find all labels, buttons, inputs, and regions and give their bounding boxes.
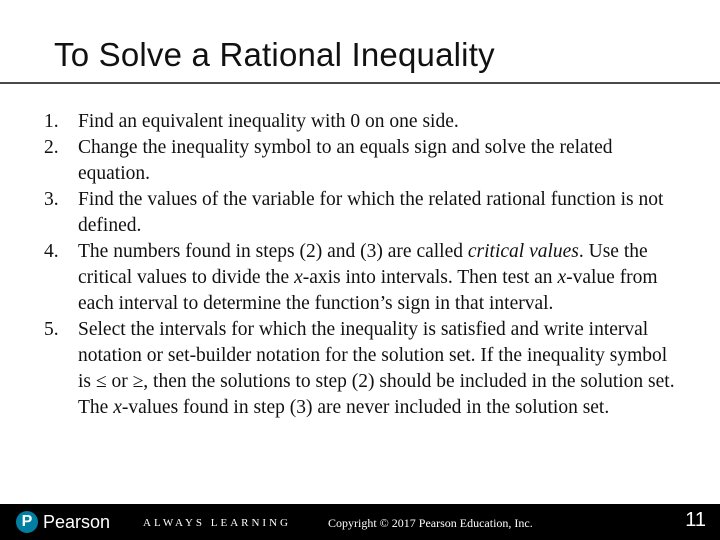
- step-text: Change the inequality symbol to an equals sign and solve the related equation.: [78, 137, 613, 184]
- step-number: 1.: [44, 111, 59, 132]
- brand-name: Pearson: [43, 512, 111, 532]
- slide-title: To Solve a Rational Inequality: [54, 36, 495, 73]
- step-5: [44, 317, 684, 421]
- step-number: 4.: [44, 241, 59, 262]
- step-text-part: The numbers found in steps (2) and (3) are called: [78, 241, 468, 262]
- title-divider: [0, 82, 720, 84]
- step-text-part: Select the intervals for which the inequality is satisfied and write interval notation or set-builder notation for the solution set. If the inequality symbol is ≤ or ≥, then the solutions to step (2) should be included in the solution set. The: [78, 319, 675, 418]
- step-number: 3.: [44, 189, 59, 210]
- step-4: [44, 239, 684, 317]
- critical-values-term: critical values: [467, 241, 579, 262]
- steps-list: [44, 109, 684, 421]
- step-text-part: -values found in step (3) are never included in the solution set.: [121, 397, 610, 418]
- copyright-notice: Copyright © 2017 Pearson Education, Inc.: [328, 516, 533, 530]
- step-3: [44, 187, 684, 239]
- step-text: Find an equivalent inequality with 0 on one side.: [78, 111, 459, 132]
- footer-bar: [0, 504, 720, 540]
- step-2: [44, 135, 684, 187]
- variable-x: x: [557, 267, 567, 288]
- step-number: 5.: [44, 319, 59, 340]
- step-text-part: . Use the critical values to divide the: [78, 241, 648, 288]
- variable-x: x: [113, 397, 122, 418]
- tagline: ALWAYS LEARNING: [143, 517, 291, 529]
- step-number: 2.: [44, 137, 59, 158]
- step-text-part: -value from each interval to determine the function’s sign in that interval.: [78, 267, 658, 314]
- page-number: 11: [685, 509, 706, 531]
- logo-letter: P: [21, 513, 33, 530]
- step-text-part: -axis into intervals. Then test an: [302, 267, 558, 288]
- pearson-logo-icon: [16, 511, 38, 533]
- variable-x: x: [294, 267, 303, 288]
- step-1: [44, 109, 684, 135]
- step-text: Find the values of the variable for which the related rational function is not defined.: [78, 189, 664, 236]
